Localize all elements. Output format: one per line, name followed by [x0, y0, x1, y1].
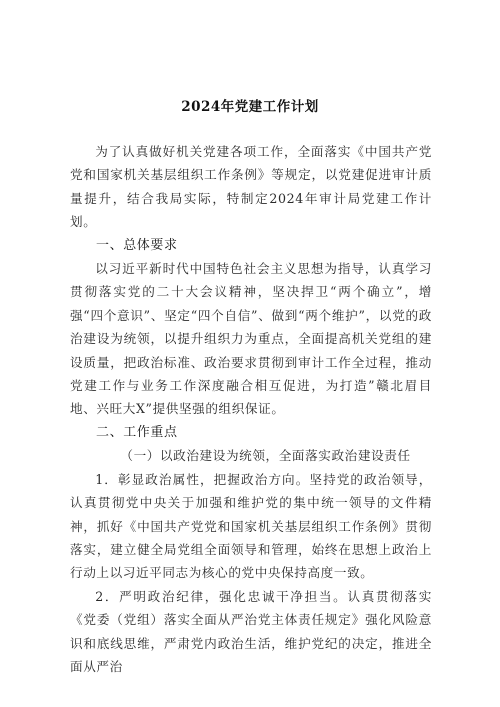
item-2-paragraph: 2．严明政治纪律，强化忠诚干净担当。认真贯彻落实《党委（党组）落实全面从严治党主体责任规定》强化风险意识和底线思维，严肃党内政治生活，维护党纪的决定，推进全面从严治	[70, 588, 432, 674]
item-1-paragraph: 1．彰显政治属性，把握政治方向。坚持党的政治领导，认真贯彻党中央关于加强和维护党的集中统一领导的文件精神，抓好《中国共产党党和国家机关基层组织工作条例》贯彻落实，建立健全局党组全面领导和管理，始终在思想上政治上行动上以习近平同志为核心的党中央保持高度一致。	[70, 471, 432, 581]
general-requirements-paragraph: 以习近平新时代中国特色社会主义思想为指导，认真学习贯彻落实党的二十大会议精神，坚决捍卫“两个确立”，增强“四个意识”、坚定“四个自信”、做到“两个维护”，以党的政治建设为统领，以提升组织力为重点，全面提高机关党组的建设质量，把政治标准、政治要求贯彻到审计工作全过程，推动党建工作与业务工作深度融合相互促进，为打造”赣北眉目地、兴旺大X”提供坚强的组织保证。	[70, 261, 432, 417]
subsection-heading-political-construction: （一）以政治建设为统领，全面落实政治建设责任	[120, 448, 411, 464]
document-body	[70, 140, 432, 678]
intro-paragraph: 为了认真做好机关党建各项工作，全面落实《中国共产党党和国家机关基层组织工作条例》等规定，以党建促进审计质量提升，结合我局实际，特制定2024年审计局党建工作计划。	[70, 144, 432, 230]
section-heading-key-work: 二、工作重点	[96, 424, 178, 440]
section-heading-general-requirements: 一、总体要求	[96, 237, 178, 253]
document-title: 2024年党建工作计划	[181, 99, 319, 115]
